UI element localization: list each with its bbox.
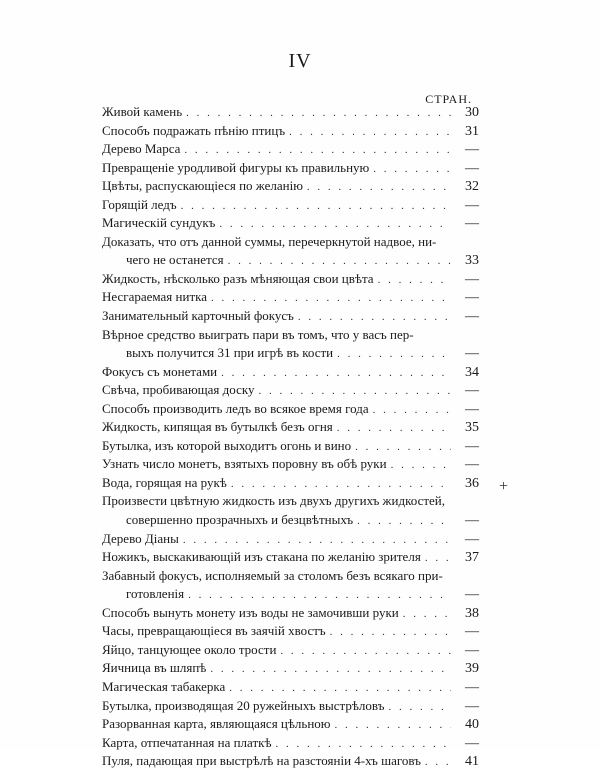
toc-entry-title: Забавный фокусъ, исполняемый за столомъ безъ всякаго при- bbox=[102, 567, 443, 583]
toc-entry-line bbox=[102, 381, 479, 400]
toc-entry-title: Ножикъ, выскакивающій изъ стакана по желанію зрителя bbox=[102, 549, 421, 565]
toc-entry-line bbox=[102, 344, 479, 363]
toc-page-number: 31 bbox=[465, 123, 479, 139]
toc-entry-title: Способъ вынуть монету изъ воды не замочивши руки bbox=[102, 604, 399, 620]
dot-leader bbox=[276, 735, 451, 754]
page-number: IV bbox=[288, 50, 312, 72]
dot-leader bbox=[298, 308, 451, 327]
margin-mark: + bbox=[499, 478, 509, 495]
toc-page-number: — bbox=[465, 679, 479, 695]
toc-page-number: — bbox=[465, 531, 479, 547]
toc-entry-title: Узнать число монетъ, взятыхъ поровну въ обѣ руки bbox=[102, 456, 387, 472]
toc-page-number: — bbox=[465, 735, 479, 751]
dot-leader bbox=[355, 438, 451, 457]
table-of-contents bbox=[102, 103, 479, 771]
toc-entry-line bbox=[102, 251, 479, 270]
dot-leader bbox=[403, 605, 451, 624]
toc-entry-line bbox=[102, 715, 479, 734]
toc-entry-line bbox=[102, 418, 479, 437]
toc-entry-title: готовленія bbox=[126, 586, 185, 602]
toc-entry-line bbox=[102, 159, 479, 178]
toc-entry-line bbox=[102, 659, 479, 678]
toc-page-number: 33 bbox=[465, 253, 479, 269]
toc-page-number: — bbox=[465, 160, 479, 176]
toc-entry-line bbox=[102, 196, 479, 215]
toc-entry-line bbox=[102, 474, 479, 493]
toc-page-number: — bbox=[465, 438, 479, 454]
toc-entry-line bbox=[102, 177, 479, 196]
toc-page-number: — bbox=[465, 383, 479, 399]
toc-entry-line bbox=[102, 548, 479, 567]
toc-entry-title: Пуля, падающая при выстрѣлѣ на разстояніи 4-хъ шаговъ bbox=[102, 753, 421, 769]
toc-entry-line bbox=[102, 437, 479, 456]
toc-entry-title: Дерево Марса bbox=[102, 141, 181, 157]
toc-entry-title: Разорванная карта, являющаяся цѣльною bbox=[102, 716, 331, 732]
dot-leader bbox=[221, 364, 451, 383]
toc-entry-line bbox=[102, 233, 479, 252]
dot-leader bbox=[229, 679, 451, 698]
toc-entry-title: Фокусъ съ монетами bbox=[102, 363, 218, 379]
toc-entry-title: Занимательный карточный фокусъ bbox=[102, 308, 294, 324]
toc-entry-line bbox=[102, 585, 479, 604]
toc-entry-line bbox=[102, 678, 479, 697]
toc-page-number: — bbox=[465, 271, 479, 287]
toc-entry-title: Цвѣты, распускающіеся по желанію bbox=[102, 178, 303, 194]
dot-leader bbox=[378, 271, 451, 290]
dot-leader bbox=[391, 456, 451, 475]
toc-entry-line bbox=[102, 697, 479, 716]
dot-leader bbox=[186, 104, 451, 123]
toc-entry-line bbox=[102, 270, 479, 289]
toc-entry-title: совершенно прозрачныхъ и безцвѣтныхъ bbox=[126, 512, 354, 528]
dot-leader bbox=[289, 123, 451, 142]
toc-entry-title: Горящій ледъ bbox=[102, 196, 177, 212]
dot-leader bbox=[307, 178, 451, 197]
toc-entry-line bbox=[102, 734, 479, 753]
page-column-header: СТРАН. bbox=[425, 92, 472, 106]
toc-entry-title: Способъ производить ледъ во всякое время года bbox=[102, 400, 369, 416]
toc-page-number: 40 bbox=[465, 717, 479, 733]
toc-entry-title: Несгараемая нитка bbox=[102, 289, 208, 305]
toc-entry-title: Вѣрное средство выиграть пари въ томъ, что у васъ пер- bbox=[102, 326, 414, 342]
toc-page-number: 37 bbox=[465, 550, 479, 566]
dot-leader bbox=[231, 475, 451, 494]
dot-leader bbox=[259, 382, 451, 401]
dot-leader bbox=[210, 660, 451, 679]
dot-leader bbox=[184, 141, 451, 160]
toc-entry-title: чего не останется bbox=[126, 252, 224, 268]
toc-entry-line bbox=[102, 103, 479, 122]
dot-leader bbox=[335, 716, 451, 735]
toc-entry-line bbox=[102, 363, 479, 382]
toc-entry-title: Свѣча, пробивающая доску bbox=[102, 382, 255, 398]
toc-entry-line bbox=[102, 530, 479, 549]
dot-leader bbox=[280, 642, 451, 661]
toc-page-number: — bbox=[465, 698, 479, 714]
dot-leader bbox=[425, 549, 451, 568]
toc-entry-line bbox=[102, 326, 479, 345]
toc-entry-title: Часы, превращающіеся въ заячій хвостъ bbox=[102, 623, 326, 639]
toc-entry-title: Карта, отпечатанная на платкѣ bbox=[102, 734, 272, 750]
dot-leader bbox=[337, 419, 451, 438]
toc-entry-title: Произвести цвѣтную жидкость изъ двухъ другихъ жидкостей, bbox=[102, 493, 446, 509]
toc-page-number: — bbox=[465, 401, 479, 417]
toc-entry-line bbox=[102, 307, 479, 326]
toc-page-number: — bbox=[465, 309, 479, 325]
toc-entry-title: Превращеніе уродливой фигуры къ правильную bbox=[102, 159, 370, 175]
toc-entry-line bbox=[102, 140, 479, 159]
toc-entry-line bbox=[102, 604, 479, 623]
toc-entry-line bbox=[102, 752, 479, 771]
dot-leader bbox=[188, 586, 451, 605]
toc-page-number: — bbox=[465, 216, 479, 232]
toc-entry-line bbox=[102, 511, 479, 530]
toc-page-number: 34 bbox=[465, 364, 479, 380]
toc-entry-title: Магическая табакерка bbox=[102, 678, 226, 694]
toc-entry-line bbox=[102, 641, 479, 660]
toc-page-number: — bbox=[465, 346, 479, 362]
toc-page-number: 30 bbox=[465, 105, 479, 120]
toc-entry-line bbox=[102, 455, 479, 474]
toc-entry-line bbox=[102, 214, 479, 233]
dot-leader bbox=[373, 401, 451, 420]
toc-entry-title: Яичница въ шляпѣ bbox=[102, 660, 207, 676]
dot-leader bbox=[373, 160, 451, 179]
toc-page-number: 41 bbox=[465, 754, 479, 770]
toc-entry-title: Бутылка, производящая 20 ружейныхъ выстрѣловъ bbox=[102, 697, 385, 713]
dot-leader bbox=[228, 252, 451, 271]
toc-page-number: — bbox=[465, 587, 479, 603]
toc-entry-title: Яйцо, танцующее около трости bbox=[102, 641, 277, 657]
dot-leader bbox=[211, 289, 451, 308]
toc-entry-title: Жидкость, кипящая въ бутылкѣ безъ огня bbox=[102, 419, 333, 435]
toc-entry-title: Доказать, что отъ данной суммы, перечеркнутой надвое, ни- bbox=[102, 233, 437, 249]
toc-page-number: 39 bbox=[465, 661, 479, 677]
dot-leader bbox=[388, 698, 451, 717]
dot-leader bbox=[337, 345, 451, 364]
toc-entry-line bbox=[102, 567, 479, 586]
toc-entry-title: Дерево Діаны bbox=[102, 530, 179, 546]
toc-page-number: — bbox=[465, 457, 479, 473]
dot-leader bbox=[219, 215, 451, 234]
toc-page-number: — bbox=[465, 142, 479, 158]
toc-page-number: — bbox=[465, 290, 479, 306]
toc-entry-title: Способъ подражать пѣнію птицъ bbox=[102, 122, 286, 138]
toc-page-number: 35 bbox=[465, 420, 479, 436]
toc-entry-title: Вода, горящая на рукѣ bbox=[102, 474, 227, 490]
dot-leader bbox=[425, 753, 451, 772]
dot-leader bbox=[183, 531, 451, 550]
toc-page-number: 38 bbox=[465, 605, 479, 621]
toc-entry-title: Жидкость, нѣсколько разъ мѣняющая свои цвѣта bbox=[102, 270, 374, 286]
toc-page-number: — bbox=[465, 513, 479, 529]
toc-entry-line bbox=[102, 288, 479, 307]
toc-entry-title: выхъ получится 31 при игрѣ въ кости bbox=[126, 345, 334, 361]
toc-entry-title: Бутылка, изъ которой выходитъ огонь и вино bbox=[102, 437, 352, 453]
toc-entry-line bbox=[102, 492, 479, 511]
toc-page-number: 32 bbox=[465, 179, 479, 195]
toc-page-number: — bbox=[465, 197, 479, 213]
toc-entry-title: Магическій сундукъ bbox=[102, 215, 216, 231]
toc-page-number: — bbox=[465, 642, 479, 658]
toc-entry-line bbox=[102, 122, 479, 141]
toc-page-number: 36 bbox=[465, 475, 479, 491]
dot-leader bbox=[357, 512, 451, 531]
toc-entry-title: Живой камень bbox=[102, 104, 183, 119]
toc-entry-line bbox=[102, 622, 479, 641]
dot-leader bbox=[330, 623, 451, 642]
toc-entry-line bbox=[102, 400, 479, 419]
dot-leader bbox=[181, 197, 451, 216]
toc-page-number: — bbox=[465, 624, 479, 640]
